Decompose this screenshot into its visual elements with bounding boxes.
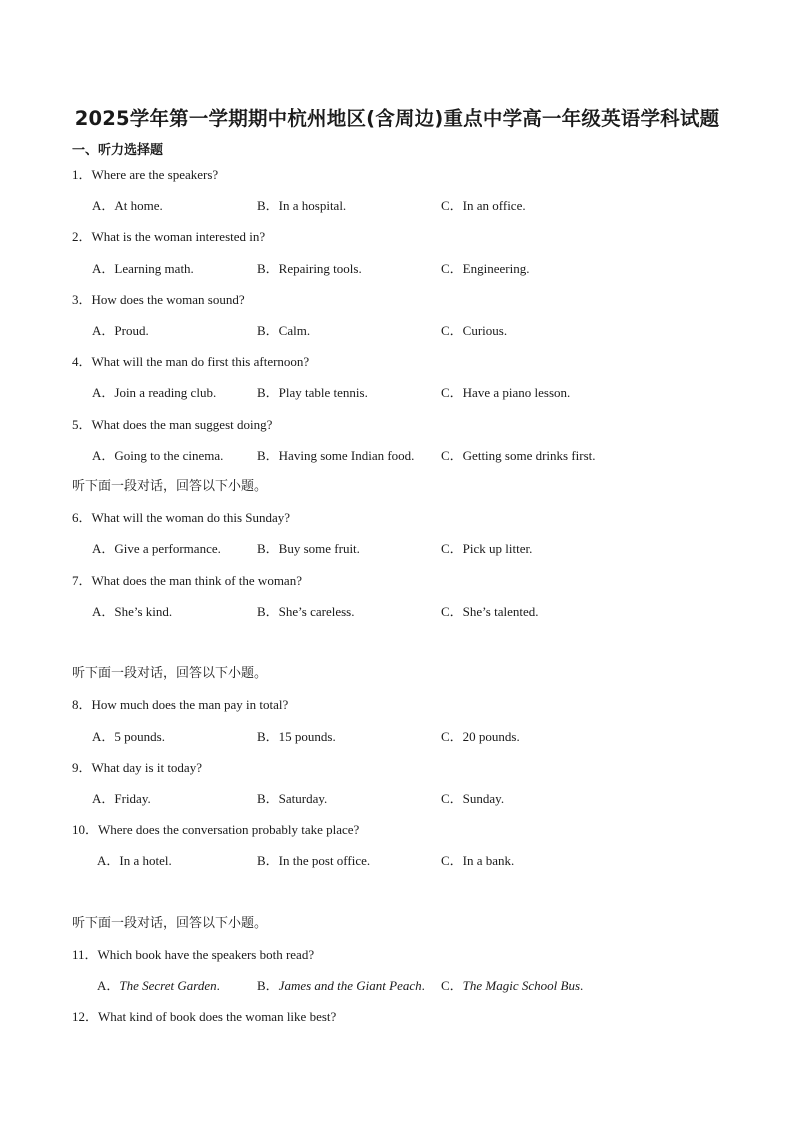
option-b: B．Having some Indian food. <box>257 448 415 463</box>
option-c: C．Pick up litter. <box>441 541 533 556</box>
option-a: A．She’s kind. <box>92 604 173 619</box>
book-title: The Magic School Bus <box>462 978 581 993</box>
listening-instruction: 听下面一段对话，回答以下小题。 <box>72 916 268 931</box>
option-b: B．15 pounds. <box>257 729 336 744</box>
question-1: 1．Where are the speakers? <box>72 167 219 182</box>
option-b: B．She’s careless. <box>257 604 355 619</box>
option-b: B．In the post office. <box>257 853 371 868</box>
option-a: A．At home. <box>92 198 163 213</box>
question-7: 7．What does the man think of the woman? <box>72 573 302 588</box>
question-4: 4．What will the man do first this afternoon? <box>72 354 310 369</box>
option-a: A．Proud. <box>92 323 149 338</box>
option-suffix: . <box>216 978 220 993</box>
section-heading: 一、听力选择题 <box>72 143 164 158</box>
question-10: 10．Where does the conversation probably take place? <box>72 822 360 837</box>
option-prefix: C． <box>441 978 463 993</box>
option-a: A．Learning math. <box>92 261 194 276</box>
option-a: A．In a hotel. <box>97 853 172 868</box>
question-8: 8．How much does the man pay in total? <box>72 697 289 712</box>
page-title: 2025学年第一学期期中杭州地区(含周边)重点中学高一年级英语学科试题 <box>74 107 720 130</box>
option-c: C．Getting some drinks first. <box>441 448 596 463</box>
option-a: A．Friday. <box>92 791 151 806</box>
option-b: B．Repairing tools. <box>257 261 362 276</box>
option-b: B．Saturday. <box>257 791 328 806</box>
option-c: C．Have a piano lesson. <box>441 385 571 400</box>
listening-instruction: 听下面一段对话，回答以下小题。 <box>72 479 268 494</box>
option-a <box>97 978 220 994</box>
question-3: 3．How does the woman sound? <box>72 292 245 307</box>
option-prefix: B． <box>257 978 279 993</box>
option-a: A．Give a performance. <box>92 541 221 556</box>
option-prefix: A． <box>97 978 120 993</box>
option-c: C．She’s talented. <box>441 604 539 619</box>
question-6: 6．What will the woman do this Sunday? <box>72 510 291 525</box>
option-b: B．Calm. <box>257 323 311 338</box>
option-c: C．Curious. <box>441 323 508 338</box>
question-9: 9．What day is it today? <box>72 760 202 775</box>
question-5: 5．What does the man suggest doing? <box>72 417 273 432</box>
question-12: 12．What kind of book does the woman like best? <box>72 1009 337 1024</box>
option-c <box>441 978 583 994</box>
option-a: A．5 pounds. <box>92 729 165 744</box>
book-title: The Secret Garden <box>119 978 217 993</box>
question-2: 2．What is the woman interested in? <box>72 229 266 244</box>
option-c: C．20 pounds. <box>441 729 520 744</box>
option-suffix: . <box>421 978 425 993</box>
question-11: 11．Which book have the speakers both read? <box>72 947 315 962</box>
option-c: C．In a bank. <box>441 853 515 868</box>
option-a: A．Join a reading club. <box>92 385 217 400</box>
option-c: C．Sunday. <box>441 791 505 806</box>
option-b: B．In a hospital. <box>257 198 347 213</box>
option-b: B．Buy some fruit. <box>257 541 360 556</box>
option-b: B．Play table tennis. <box>257 385 368 400</box>
option-suffix: . <box>580 978 584 993</box>
option-b <box>257 978 425 994</box>
option-a: A．Going to the cinema. <box>92 448 224 463</box>
option-c: C．In an office. <box>441 198 526 213</box>
option-c: C．Engineering. <box>441 261 530 276</box>
book-title: James and the Giant Peach <box>278 978 422 993</box>
listening-instruction: 听下面一段对话，回答以下小题。 <box>72 666 268 681</box>
